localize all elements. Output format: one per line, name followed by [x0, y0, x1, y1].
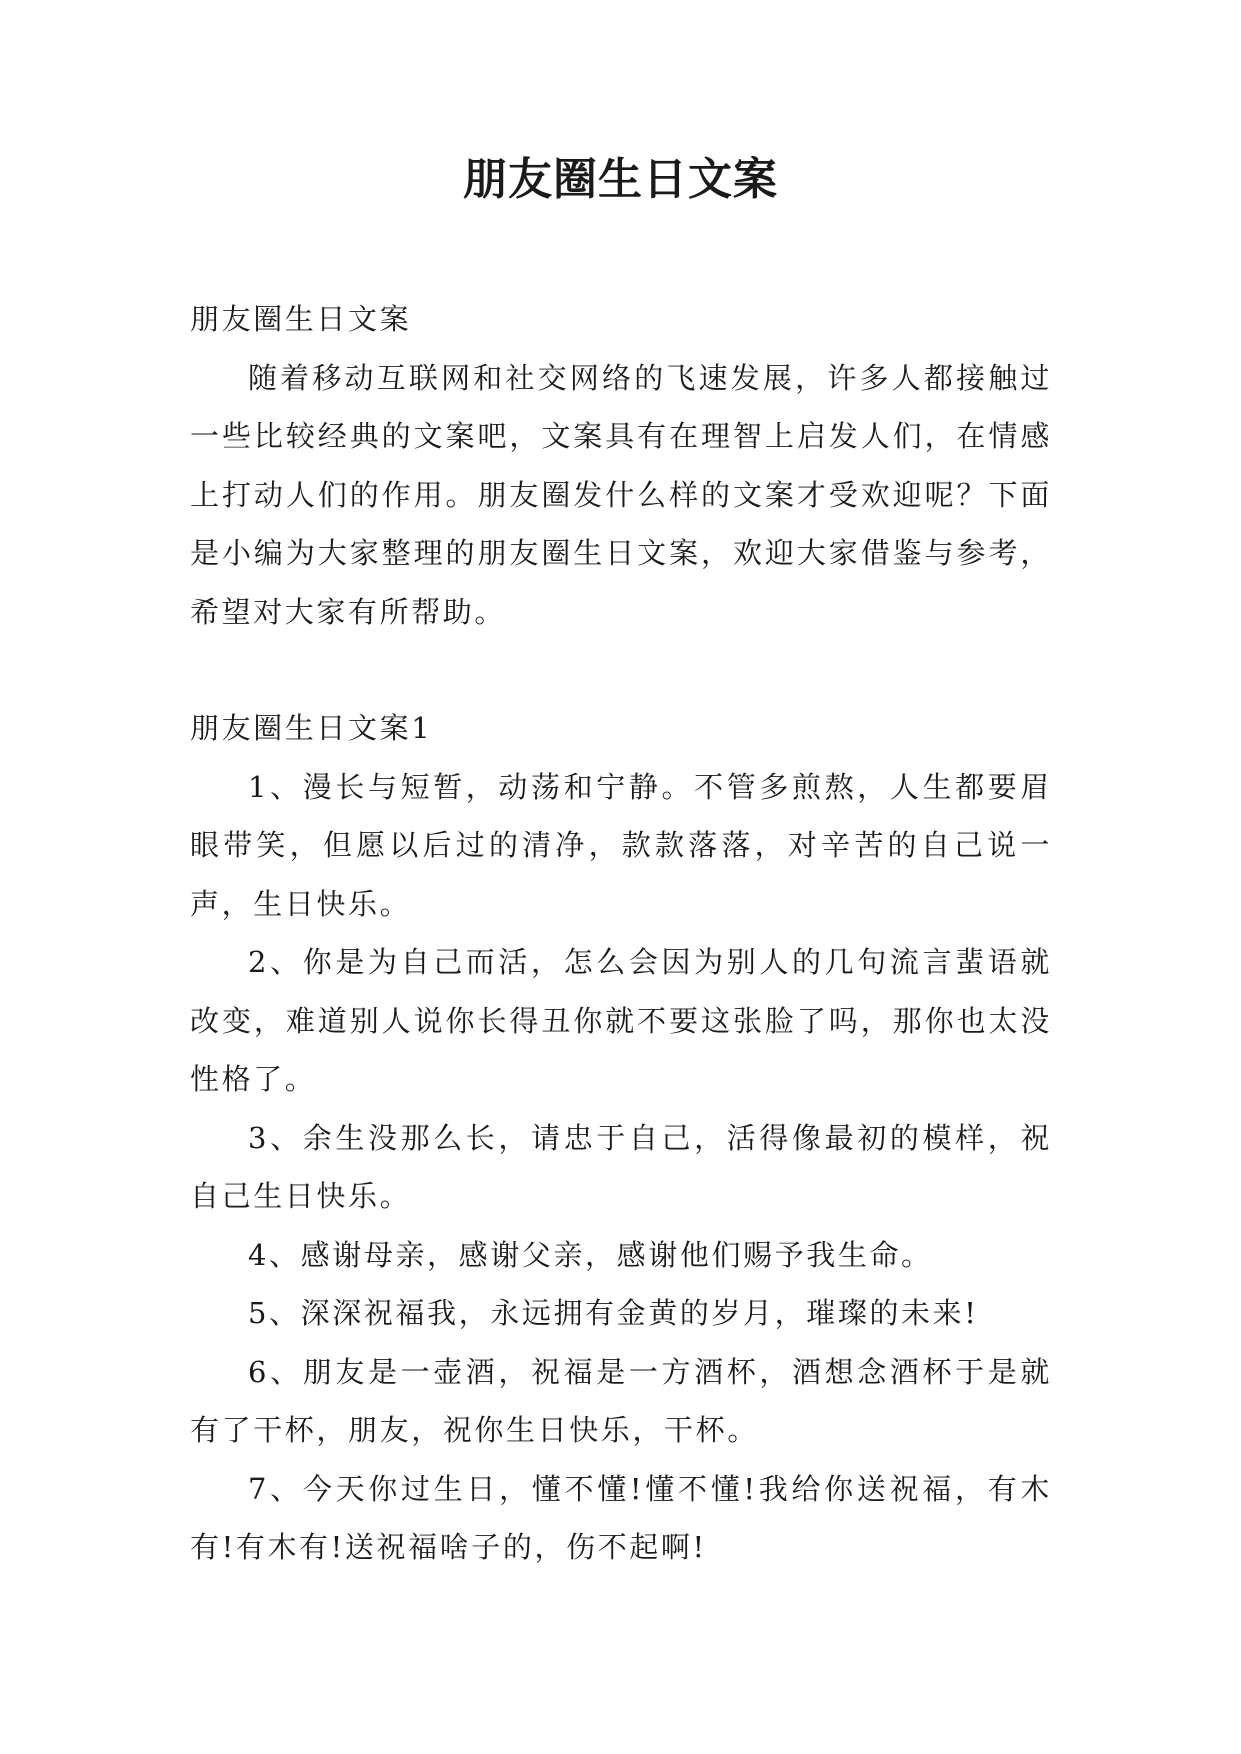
- list-item: 6、朋友是一壶酒，祝福是一方酒杯，酒想念酒杯于是就有了干杯，朋友，祝你生日快乐，干杯。: [190, 1354, 1052, 1447]
- list-item: 1、漫长与短暂，动荡和宁静。不管多煎熬，人生都要眉眼带笑，但愿以后过的清净，款款落落，对辛苦的自己说一声，生日快乐。: [190, 769, 1052, 921]
- document-body: [190, 290, 1052, 1577]
- document-title: 朋友圈生日文案: [463, 154, 778, 205]
- list-item: 3、余生没那么长，请忠于自己，活得像最初的模样，祝自己生日快乐。: [190, 1120, 1052, 1213]
- intro-paragraph: 随着移动互联网和社交网络的飞速发展，许多人都接触过一些比较经典的文案吧，文案具有在理智上启发人们，在情感上打动人们的作用。朋友圈发什么样的文案才受欢迎呢？下面是小编为大家整理的朋友圈生日文案，欢迎大家借鉴与参考，希望对大家有所帮助。: [190, 360, 1052, 629]
- list-item: 4、感谢母亲，感谢父亲，感谢他们赐予我生命。: [248, 1237, 933, 1272]
- section-heading: 朋友圈生日文案1: [190, 711, 433, 745]
- intro-heading: 朋友圈生日文案: [190, 302, 412, 336]
- list-item: 2、你是为自己而活，怎么会因为别人的几句流言蜚语就改变，难道别人说你长得丑你就不要这张脸了吗，那你也太没性格了。: [190, 945, 1052, 1096]
- section-spacer: [190, 641, 1052, 699]
- list-item: 5、深深祝福我，永远拥有金黄的岁月，璀璨的未来!: [248, 1296, 979, 1330]
- list-item: 7、今天你过生日，懂不懂!懂不懂!我给你送祝福，有木有!有木有!送祝福啥子的，伤不起啊!: [190, 1471, 1052, 1564]
